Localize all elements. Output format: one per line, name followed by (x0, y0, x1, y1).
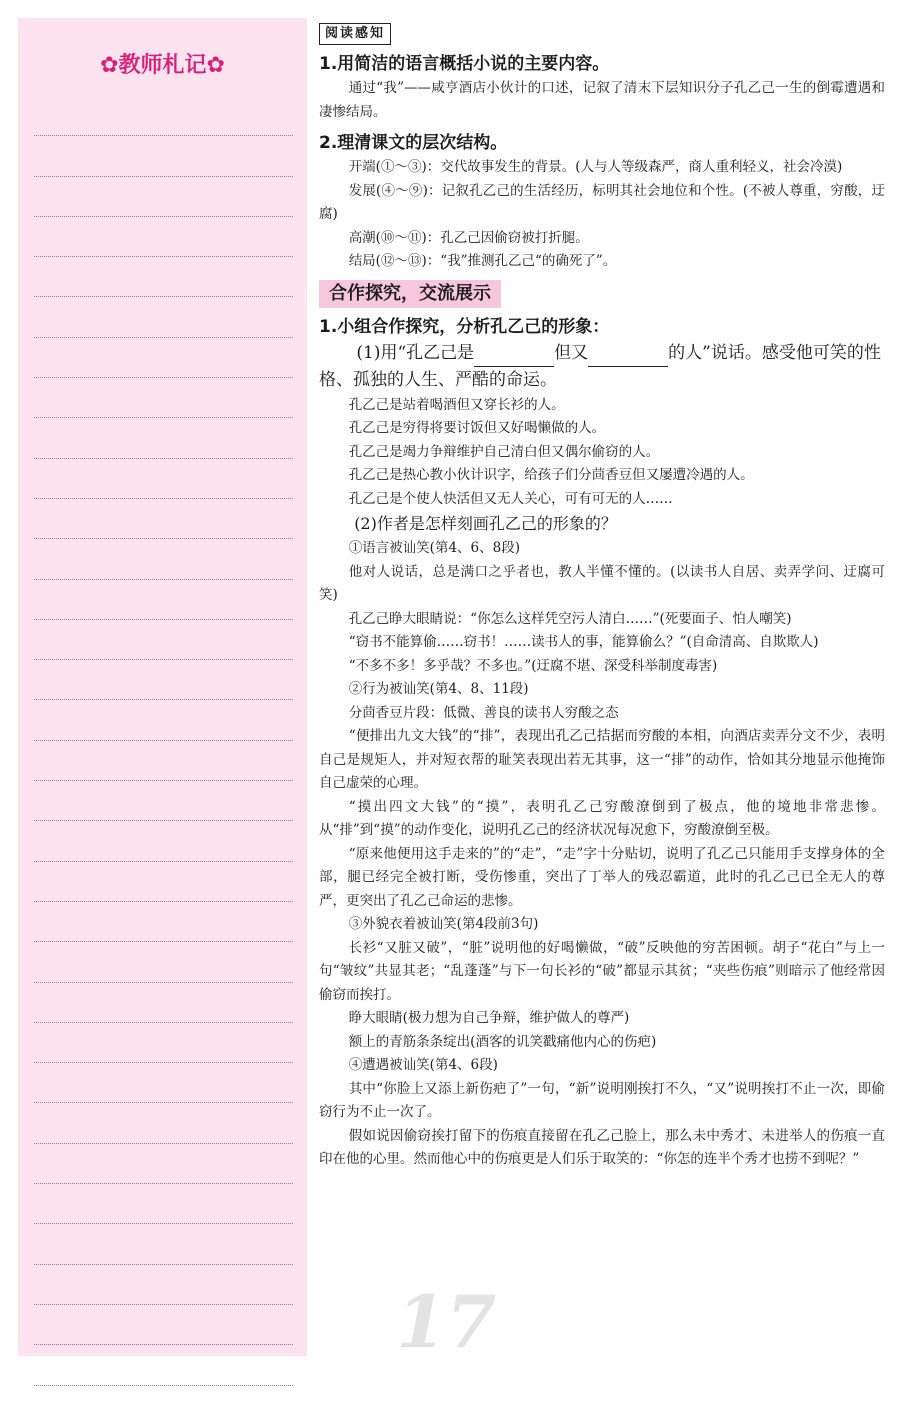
note-line (34, 418, 293, 458)
analysis-paragraph: ①语言被讪笑(第4、6、8段) (348, 540, 520, 556)
note-line (34, 297, 293, 337)
note-line (34, 338, 293, 378)
answer-line: 孔乙己是穷得将要讨饭但又好喝懒做的人。 (348, 420, 606, 436)
note-line (34, 1305, 293, 1345)
note-line (34, 821, 293, 861)
note-line (34, 378, 293, 418)
note-line (34, 459, 293, 499)
note-line (34, 902, 293, 942)
note-line (34, 862, 293, 902)
analysis-paragraph: ②行为被讪笑(第4、8、11段) (348, 681, 529, 697)
note-line (34, 660, 293, 700)
analysis-paragraph: 他对人说话，总是满口之乎者也，教人半懂不懂的。(以读书人自居、卖弄学问、迂腐可笑) (319, 563, 885, 603)
structure-item: 高潮(⑩～⑪)：孔乙己因偷窃被打折腿。 (348, 229, 589, 246)
note-line (34, 136, 293, 176)
analysis-paragraph: 长衫“又脏又破”，“脏”说明他的好喝懒做，“破”反映他的穷苦困顿。胡子“花白”与上一句“皱纹”共显其老；“乱蓬蓬”与下一句长衫的“破”都显示其贫；“夹些伤痕”则暗示了他经常因偷窃而挨打。 (319, 939, 885, 1003)
note-line (34, 700, 293, 740)
prompt-pre: (1)用“孔乙己是 (356, 342, 475, 363)
note-line (34, 499, 293, 539)
note-line (34, 1103, 293, 1143)
answer-line: 孔乙己是竭力争辩维护自己清白但又偶尔偷窃的人。 (348, 443, 660, 460)
analysis-paragraph: “窃书不能算偷……窃书！……读书人的事，能算偷么？”(自命清高、自欺欺人) (348, 634, 819, 650)
teacher-notes-sidebar (18, 18, 307, 1356)
prompt-post: 的人”说话。感受他可笑的性格、孤独的人生、严酷的命运。 (319, 342, 881, 390)
prompt-mid: 但又 (554, 342, 589, 363)
analysis-paragraph: 假如说因偷窃挨打留下的伤痕直接留在孔乙己脸上，那么未中秀才、未进举人的伤痕一直印在他的心里。然而他心中的伤痕更是人们乐于取笑的：“你怎的连半个秀才也捞不到呢？” (319, 1127, 885, 1167)
note-line (34, 1345, 293, 1385)
note-line (34, 580, 293, 620)
note-line (34, 96, 293, 136)
analysis-paragraph: 睁大眼睛(极力想为自己争辩，维护做人的尊严) (348, 1010, 630, 1026)
structure-item: 发展(④～⑨)：记叙孔乙己的生活经历，标明其社会地位和个性。(不被人尊重，穷酸，迂腐) (319, 182, 885, 222)
structure-item: 开端(①～③)：交代故事发生的背景。(人与人等级森严，商人重利轻义，社会冷漠) (348, 159, 843, 175)
question-1-answer: 通过“我”——咸亨酒店小伙计的口述，记叙了清末下层知识分子孔乙己一生的倒霉遭遇和凄惨结局。 (319, 80, 885, 120)
analysis-paragraph: ③外貌衣着被讪笑(第4段前3句) (348, 916, 539, 932)
note-line (34, 257, 293, 297)
note-lines (34, 96, 293, 1386)
question-1-title: 1.用简洁的语言概括小说的主要内容。 (319, 54, 610, 74)
question-2-title: 2.理清课文的层次结构。 (319, 133, 508, 153)
explore-question-1-title: 1.小组合作探究，分析孔乙己的形象： (319, 316, 610, 337)
analysis-paragraph: 其中“你脸上又添上新伤疤了”一句，“新”说明刚挨打不久，“又”说明挨打不止一次，即偷窃行为不止一次了。 (319, 1080, 885, 1120)
analysis-paragraph: 孔乙己睁大眼睛说：“你怎么这样凭空污人清白……”(死要面子、怕人嘲笑) (348, 610, 792, 627)
analysis-paragraph: ④遭遇被讪笑(第4、6段) (348, 1057, 498, 1073)
note-line (34, 1063, 293, 1103)
explore-question-1-2: (2)作者是怎样刻画孔乙己的形象的？ (354, 514, 617, 533)
analysis-paragraph: 额上的青筋条条绽出(酒客的讥笑戳痛他内心的伤疤) (348, 1033, 657, 1050)
note-line (34, 983, 293, 1023)
answer-line: 孔乙己是站着喝酒但又穿长衫的人。 (348, 396, 565, 413)
note-line (34, 1224, 293, 1264)
analysis-paragraph: “摸出四文大钱”的“摸”，表明孔乙己穷酸潦倒到了极点，他的境地非常悲惨。从“排”到“摸”的动作变化，说明孔乙己的经济状况每况愈下，穷酸潦倒至极。 (319, 798, 885, 838)
analysis-paragraph: 分茴香豆片段：低微、善良的读书人穷酸之态 (348, 704, 619, 721)
note-line (34, 942, 293, 982)
section-band-explore: 合作探究，交流展示 (319, 280, 501, 308)
note-line (34, 620, 293, 660)
answer-blank[interactable] (588, 348, 668, 367)
page-number: 17 (396, 1279, 497, 1364)
answer-line: 孔乙己是个使人快活但又无人关心，可有可无的人…… (348, 490, 673, 507)
note-line (34, 177, 293, 217)
analysis-paragraph: “不多不多！多乎哉？不多也。”(迂腐不堪、深受科举制度毒害) (348, 657, 718, 674)
answer-blank[interactable] (474, 348, 554, 367)
note-line (34, 781, 293, 821)
sidebar-title: ✿教师札记✿ (100, 53, 225, 78)
main-content (319, 22, 885, 1172)
structure-item: 结局(⑫～⑬)：“我”推测孔乙己“的确死了”。 (348, 253, 617, 269)
analysis-paragraph: “便排出九文大钱”的“排”，表现出孔乙己拮据而穷酸的本相，向酒店卖弄分文不少，表明自己是规矩人，并对短衣帮的耻笑表现出若无其事，这一“排”的动作，恰如其分地显示他掩饰自己虚荣的心理。 (319, 728, 885, 791)
note-line (34, 217, 293, 257)
note-line (34, 1184, 293, 1224)
section-tag-reading: 阅读感知 (319, 23, 391, 45)
analysis-paragraph: “原来他便用这手走来的”的“走”，“走”字十分贴切，说明了孔乙己只能用手支撑身体的全部，腿已经完全被打断，受伤惨重，突出了丁举人的残忍霸道，此时的孔乙己已全无人的尊严，更突出了孔乙己命运的悲惨。 (319, 845, 885, 909)
answer-line: 孔乙己是热心教小伙计识字，给孩子们分茴香豆但又屡遭冷遇的人。 (348, 467, 754, 483)
explore-question-1-1 (319, 340, 885, 394)
note-line (34, 539, 293, 579)
note-line (34, 741, 293, 781)
note-line (34, 1023, 293, 1063)
note-line (34, 1265, 293, 1305)
note-line (34, 1144, 293, 1184)
